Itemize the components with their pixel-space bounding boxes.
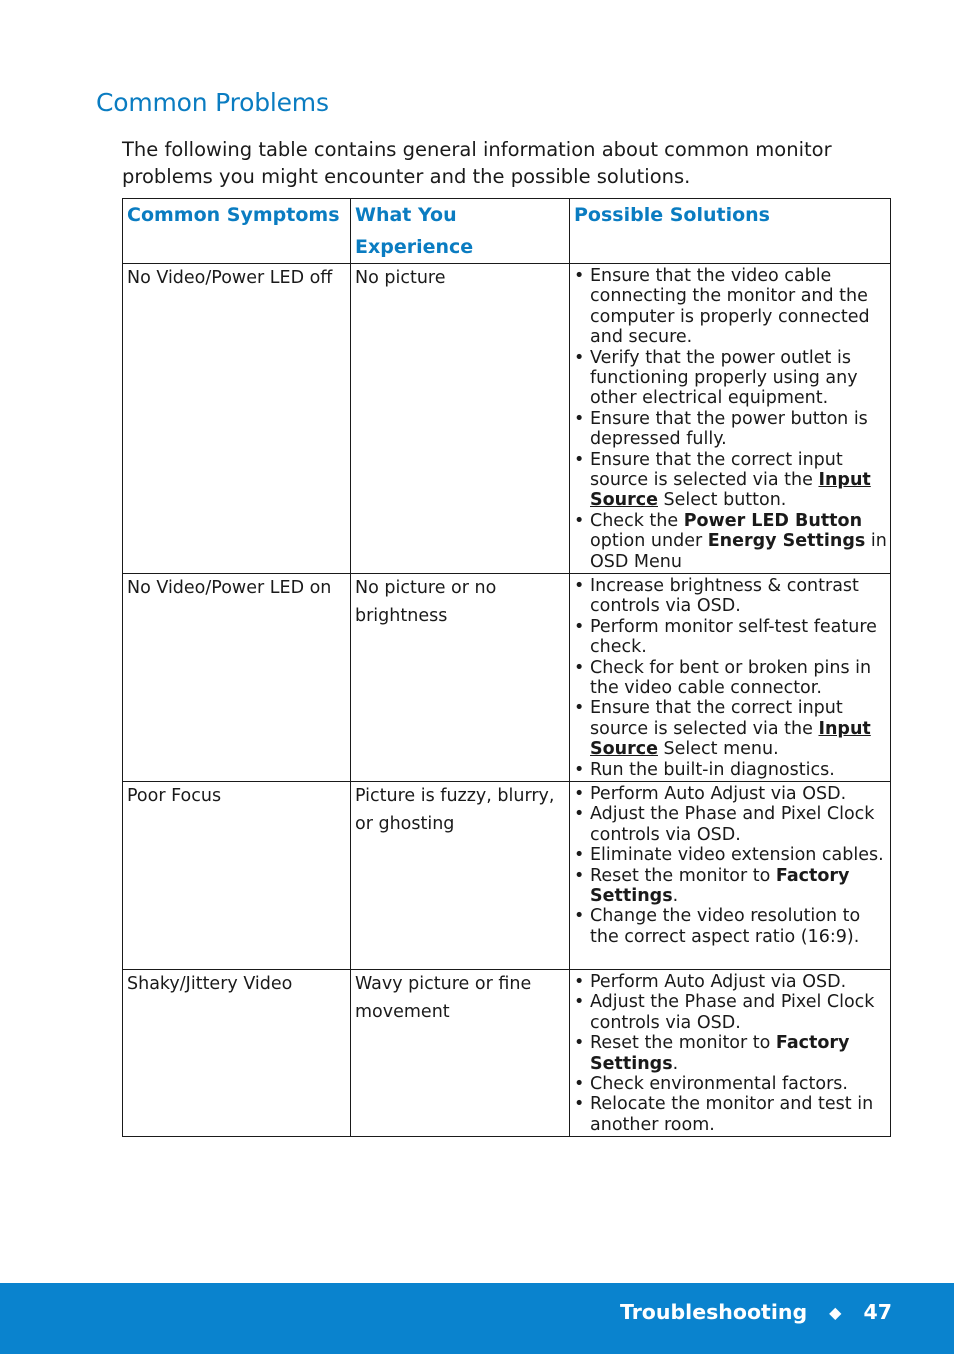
solution-text: Relocate the monitor and test in another room.	[590, 1094, 874, 1135]
solution-text: Increase brightness & contrast controls via OSD.	[590, 576, 859, 617]
solution-item	[574, 511, 888, 572]
symptom-cell: Poor Focus	[123, 782, 351, 970]
solution-item	[574, 972, 888, 992]
page-number: 47	[863, 1300, 892, 1324]
solution-text: Ensure that the video cable connecting the monitor and the computer is properly connected and secure.	[590, 266, 870, 348]
solution-item	[574, 906, 888, 947]
solution-text: Ensure that the correct input source is selected via the	[590, 449, 843, 491]
solutions-list	[574, 264, 888, 572]
header-common-symptoms: Common Symptoms	[123, 199, 351, 264]
solution-text: Eliminate video extension cables.	[590, 845, 884, 866]
diamond-icon: ◆	[829, 1303, 842, 1322]
symptom-cell: No Video/Power LED off	[123, 264, 351, 574]
solution-text: option under	[590, 531, 708, 552]
common-problems-table	[122, 198, 891, 1137]
solution-item	[574, 1033, 888, 1074]
solution-item	[574, 784, 888, 804]
table-row	[123, 264, 891, 574]
table-row	[123, 574, 891, 782]
solution-text: Reset the monitor to	[590, 1033, 776, 1054]
experience-cell: No picture	[351, 264, 570, 574]
solutions-list	[574, 574, 888, 780]
symptom-cell: Shaky/Jittery Video	[123, 970, 351, 1137]
solutions-list	[574, 970, 888, 1135]
solution-text: Verify that the power outlet is functioning properly using any other electrical equipment.	[590, 347, 858, 409]
table-body	[123, 264, 891, 1137]
solution-text: Ensure that the power button is depressed fully.	[590, 408, 868, 450]
table-row	[123, 970, 891, 1137]
header-possible-solutions: Possible Solutions	[570, 199, 891, 264]
solution-text: Perform Auto Adjust via OSD.	[590, 972, 847, 992]
page-title: Common Problems	[96, 88, 329, 117]
bold-term: Factory Settings	[590, 865, 850, 907]
solutions-cell	[570, 574, 891, 782]
solution-text: Perform Auto Adjust via OSD.	[590, 784, 847, 804]
osd-link-text: Input Source	[590, 718, 871, 760]
experience-cell: No picture or no brightness	[351, 574, 570, 782]
solutions-cell	[570, 782, 891, 970]
solution-text: Select menu.	[657, 739, 779, 760]
solution-text: .	[672, 1053, 679, 1074]
solution-text: Perform monitor self-test feature check.	[590, 616, 877, 658]
solution-item	[574, 576, 888, 617]
solution-text: Run the built-in diagnostics.	[590, 759, 835, 780]
solution-text: Reset the monitor to	[590, 865, 776, 886]
solution-item	[574, 698, 888, 759]
solution-item	[574, 845, 888, 865]
bold-term: Energy Settings	[707, 531, 866, 552]
solution-text: Check environmental factors.	[590, 1074, 848, 1095]
intro-paragraph: The following table contains general information about common monitor problems you might encounter and the possible solutions.	[122, 138, 832, 188]
header-what-you-experience: What You Experience	[351, 199, 570, 264]
solution-item	[574, 450, 888, 511]
footer-bar	[0, 1283, 954, 1354]
solution-text: in OSD Menu	[590, 531, 887, 572]
solution-item	[574, 1094, 888, 1135]
bold-term: Factory Settings	[590, 1033, 850, 1074]
solution-item	[574, 804, 888, 845]
footer-label	[620, 1300, 892, 1324]
solutions-cell	[570, 264, 891, 574]
solution-item	[574, 760, 888, 780]
solution-item	[574, 1074, 888, 1094]
solution-text: Check the	[590, 510, 684, 531]
osd-link-text: Input Source	[590, 470, 871, 511]
solution-item	[574, 348, 888, 409]
experience-cell: Picture is fuzzy, blurry, or ghosting	[351, 782, 570, 970]
solution-text: Change the video resolution to the correct aspect ratio (16:9).	[590, 906, 861, 947]
solution-text: Check for bent or broken pins in the video cable connector.	[590, 657, 872, 699]
solution-text: Ensure that the correct input source is selected via the	[590, 698, 843, 739]
solution-text: Adjust the Phase and Pixel Clock controls via OSD.	[590, 992, 875, 1033]
table-row	[123, 782, 891, 970]
table-header-row	[123, 199, 891, 264]
solution-item	[574, 866, 888, 907]
solutions-list	[574, 782, 888, 947]
solution-text: .	[672, 886, 679, 907]
solution-text: Adjust the Phase and Pixel Clock controls via OSD.	[590, 804, 875, 845]
solution-item	[574, 992, 888, 1033]
symptom-cell: No Video/Power LED on	[123, 574, 351, 782]
solution-item	[574, 617, 888, 658]
solution-item	[574, 266, 888, 348]
solution-item	[574, 658, 888, 699]
experience-cell: Wavy picture or fine movement	[351, 970, 570, 1137]
solutions-cell	[570, 970, 891, 1137]
footer-section-title: Troubleshooting	[619, 1300, 808, 1324]
solution-text: Select button.	[657, 490, 787, 511]
solution-item	[574, 409, 888, 450]
bold-term: Power LED Button	[683, 510, 863, 531]
